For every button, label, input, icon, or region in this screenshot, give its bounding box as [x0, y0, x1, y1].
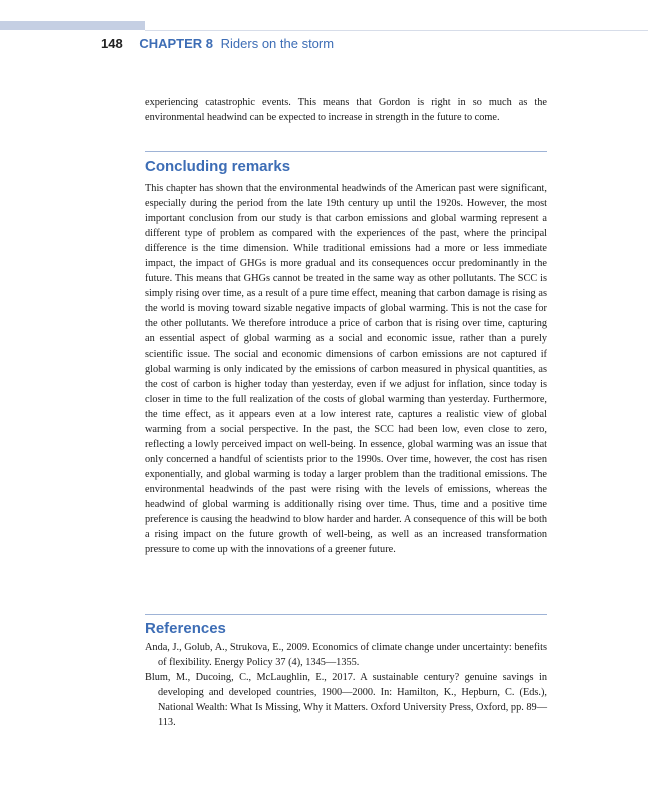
- page-number: 148: [101, 36, 123, 51]
- concluding-paragraph: This chapter has shown that the environmental headwinds of the American past were significant, especially during the period from the late 19th century up until the 1920s. However, the most important conclusion from our study is that carbon emissions and global warming represent a different type of problem as compared with the experiences of the past, where the principal difference is the time dimension. While traditional emissions had a more or less immediate impact, the impact of GHGs is more gradual and its consequences occur predominantly in the future. This means that GHGs cannot be treated in the same way as other pollutants. The SCC is simply rising over time, as a result of a pure time effect, meaning that carbon damage is rising as the world is moving toward sizable negative impacts of global warming. This is not the case for the other pollutants. We therefore introduce a price of carbon that is rising over time, capturing an essential aspect of global warming as a social and economic issue, rather than a purely scientific issue. The social and economic dimensions of carbon emissions are not captured if global warming is only indicated by the emissions of carbon measured in physical quantities, as the cost of carbon is higher today than yesterday, even if we adjust for inflation, since today is closer in time to the full realization of the costs of global warming than yesterday. Furthermore, the time effect, as it appears even at a low interest rate, captures a realistic view of global warming from a social perspective. In the past, the SCC had been low, even close to zero, reflecting a lowly perceived impact on well-being. In essence, global warming was an issue that only concerned a handful of scientists prior to the 1990s. Over time, however, the cost has risen exponentially, and global warming is today a larger problem than the traditional emissions. The environmental headwinds of the past were rising with the levels of emissions, whereas the headwind of global warming is additionally rising over time. Thus, time and a positive time preference is causing the headwind to blow harder and harder. A consequence of this will be both a rising impact on the future growth of well-being, as well as an increased transformation pressure to come up with the innovations of a greener future.: [145, 183, 547, 556]
- intro-paragraph: experiencing catastrophic events. This means that Gordon is right in so much as the environmental headwind can be expected to increase in strength in the future to come.: [145, 97, 547, 124]
- header-rule: [145, 30, 648, 31]
- section-divider: [145, 614, 547, 615]
- header-color-bar: [0, 21, 145, 30]
- running-header: [101, 36, 334, 51]
- reference-list: [145, 640, 547, 730]
- reference-item: Blum, M., Ducoing, C., McLaughlin, E., 2017. A sustainable century? genuine savings in developing and developed countries, 1900—2000. In: Hamilton, K., Hepburn, C. (Eds.), National Wealth: What Is Missing, Why it Matters. Oxford University Press, Oxford, pp. 89—113.: [145, 672, 547, 729]
- concluding-remarks-heading: Concluding remarks: [145, 158, 291, 175]
- section-divider: [145, 151, 547, 152]
- references-heading: References: [145, 620, 226, 637]
- chapter-title: Riders on the storm: [220, 36, 335, 51]
- reference-item: Anda, J., Golub, A., Strukova, E., 2009. Economics of climate change under uncertainty: benefits of flexibility. Energy Policy 37 (4), 1345—1355.: [145, 642, 547, 669]
- chapter-label: CHAPTER 8: [139, 36, 214, 51]
